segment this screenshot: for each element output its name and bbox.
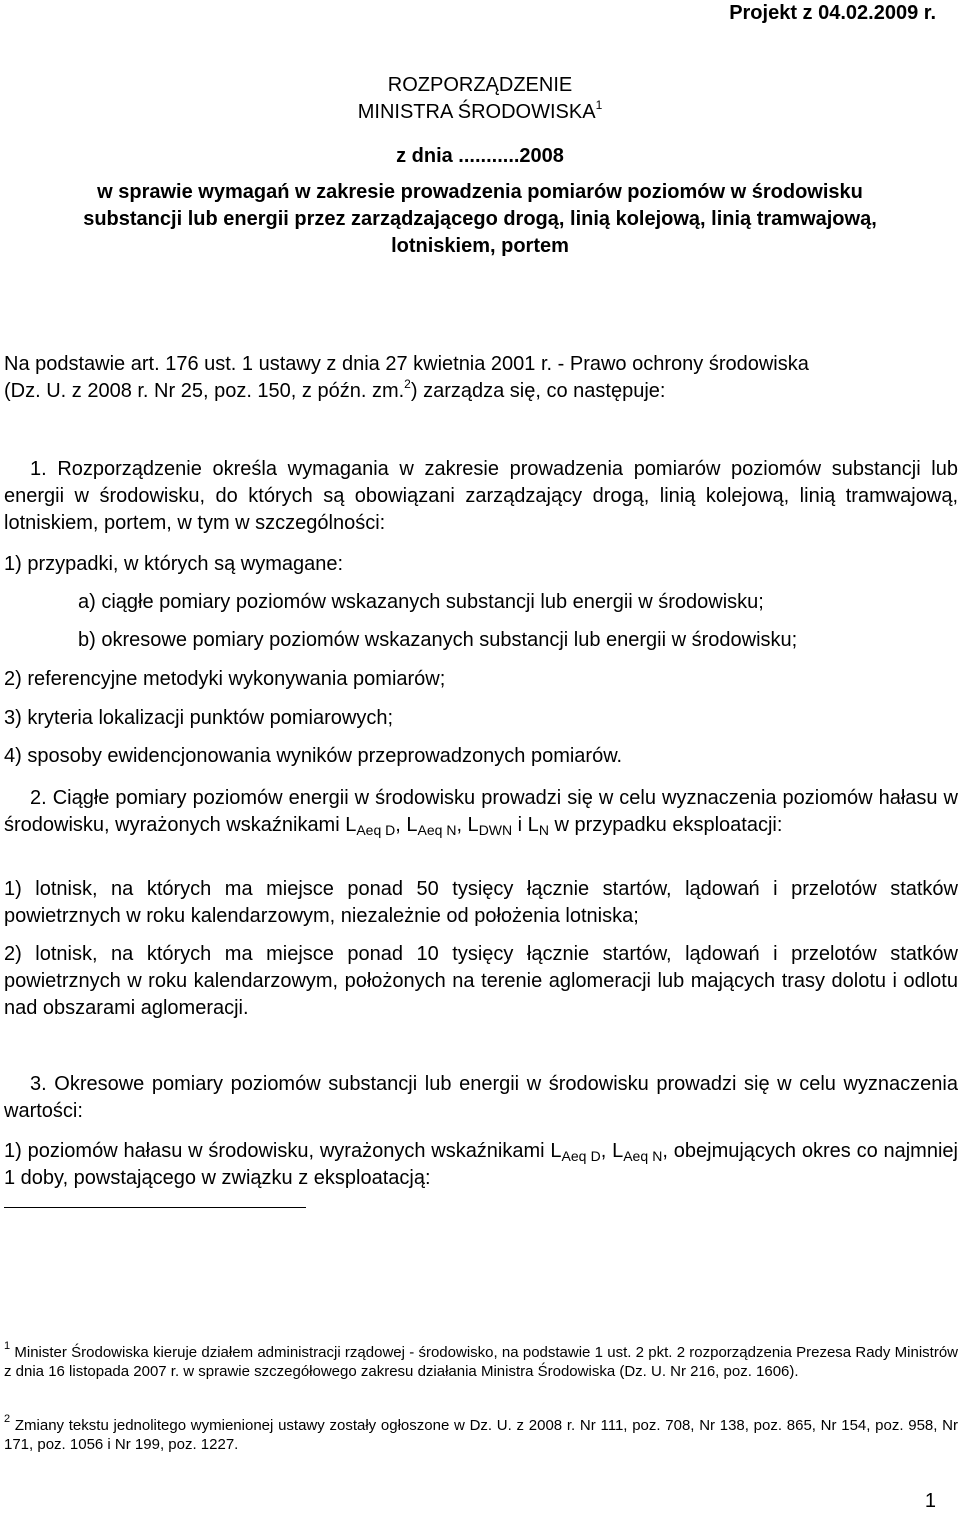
footnote-ref-1: 1 <box>595 98 603 112</box>
section-1-item-3: 3) kryteria lokalizacji punktów pomiarowych; <box>4 707 394 729</box>
section-1-item-2: 2) referencyjne metodyki wykonywania pomiarów; <box>4 668 446 690</box>
doc-type: ROZPORZĄDZENIE <box>387 74 573 96</box>
issuer <box>0 98 960 124</box>
section-1-item-1: 1) przypadki, w których są wymagane: <box>4 553 344 575</box>
section-2-item-1: 1) lotnisk, na których ma miejsce ponad 50 tysięcy łącznie startów, lądowań i przelotów statków powietrznych w roku kalendarzowym, niezależnie od położenia lotniska; <box>4 878 958 927</box>
preamble-line-1: Na podstawie art. 176 ust. 1 ustawy z dnia 27 kwietnia 2001 r. - Prawo ochrony środowiska <box>4 353 809 375</box>
index-n: N <box>538 822 549 838</box>
separator: , L <box>395 814 418 836</box>
issuer-text: MINISTRA ŚRODOWISKA <box>357 101 596 123</box>
footnote-1-text: Minister Środowiska kieruje działem administracji rządowej - środowisko, na podstawie 1 ust. 2 pkt. 2 rozporządzenia Prezesa Rady Ministrów z dnia 16 listopada 2007 r. w sprawie szczegółowego zakresu działania Ministra Środowiska (Dz. U. Nr 216, poz. 1606). <box>4 1344 958 1380</box>
index-aeq-n: Aeq N <box>623 1148 663 1164</box>
page-number: 1 <box>924 1490 936 1512</box>
footnote-2-number: 2 <box>4 1413 11 1425</box>
separator: , L <box>456 814 479 836</box>
subject-line-2: substancji lub energii przez zarządzającego drogą, linią kolejową, linią tramwajową, <box>83 208 877 230</box>
footnote-2-text: Zmiany tekstu jednolitego wymienionej ustawy zostały ogłoszone w Dz. U. z 2008 r. Nr 111, poz. 708, Nr 138, poz. 865, Nr 154, poz. 958, Nr 171, poz. 1056 i Nr 199, poz. 1227. <box>4 1417 958 1453</box>
section-2-item-2: 2) lotnisk, na których ma miejsce ponad 10 tysięcy łącznie startów, lądowań i przelotów statków powietrznych w roku kalendarzowym, położonych na terenie aglomeracji lub mających trasy dolotu i odlotu nad obszarami aglomeracji. <box>4 943 958 1019</box>
subject-line-3: lotniskiem, portem <box>391 235 569 257</box>
section-2-intro-b: w przypadku eksploatacji: <box>548 814 783 836</box>
preamble-line-2 <box>4 378 958 405</box>
index-dwn: DWN <box>478 822 513 838</box>
footnote-1 <box>4 1340 958 1381</box>
section-3-item-1 <box>4 1138 958 1192</box>
preamble-text-a: (Dz. U. z 2008 r. Nr 25, poz. 150, z późn. zm. <box>4 380 405 402</box>
section-3-item-1-a: 1) poziomów hałasu w środowisku, wyrażonych wskaźnikami L <box>4 1140 562 1162</box>
footnote-2 <box>4 1413 958 1454</box>
section-2-intro <box>4 785 958 839</box>
section-3-item-1-b: , obejmujących okres co najmniej 1 doby, powstającego w związku z eksploatacją: <box>4 1140 958 1189</box>
project-date: Projekt z 04.02.2009 r. <box>729 2 936 24</box>
section-3-intro <box>4 1071 958 1125</box>
section-1-intro-text: 1. Rozporządzenie określa wymagania w zakresie prowadzenia pomiarów poziomów substancji lub energii w środowisku, do których są obowiązani zarządzający drogą, linią kolejową, linią tramwajową, lotniskiem, portem, w tym w szczególności: <box>4 458 958 534</box>
section-2-intro-a: 2. Ciągłe pomiary poziomów energii w środowisku prowadzi się w celu wyznaczenia poziomów hałasu w środowisku, wyrażonych wskaźnikami L <box>4 787 958 836</box>
separator: , L <box>600 1140 624 1162</box>
doc-date: z dnia ...........2008 <box>396 145 564 167</box>
index-aeq-d: Aeq D <box>561 1148 601 1164</box>
index-aeq-d: Aeq D <box>356 822 396 838</box>
subject-line-1: w sprawie wymagań w zakresie prowadzenia pomiarów poziomów w środowisku <box>97 181 863 203</box>
section-3-intro-text: 3. Okresowe pomiary poziomów substancji lub energii w środowisku prowadzi się w celu wyznaczenia wartości: <box>4 1073 958 1122</box>
preamble-text-b: ) zarządza się, co następuje: <box>410 380 666 402</box>
section-1-item-1b: b) okresowe pomiary poziomów wskazanych substancji lub energii w środowisku; <box>78 629 798 651</box>
footnote-separator <box>4 1207 306 1208</box>
section-1-item-1a: a) ciągłe pomiary poziomów wskazanych substancji lub energii w środowisku; <box>78 591 764 613</box>
section-1-intro <box>4 456 958 537</box>
section-1-item-4: 4) sposoby ewidencjonowania wyników przeprowadzonych pomiarów. <box>4 745 623 767</box>
separator: i L <box>512 814 539 836</box>
footnote-1-number: 1 <box>4 1340 11 1352</box>
index-aeq-n: Aeq N <box>417 822 457 838</box>
footnote-ref-2: 2 <box>404 377 411 391</box>
